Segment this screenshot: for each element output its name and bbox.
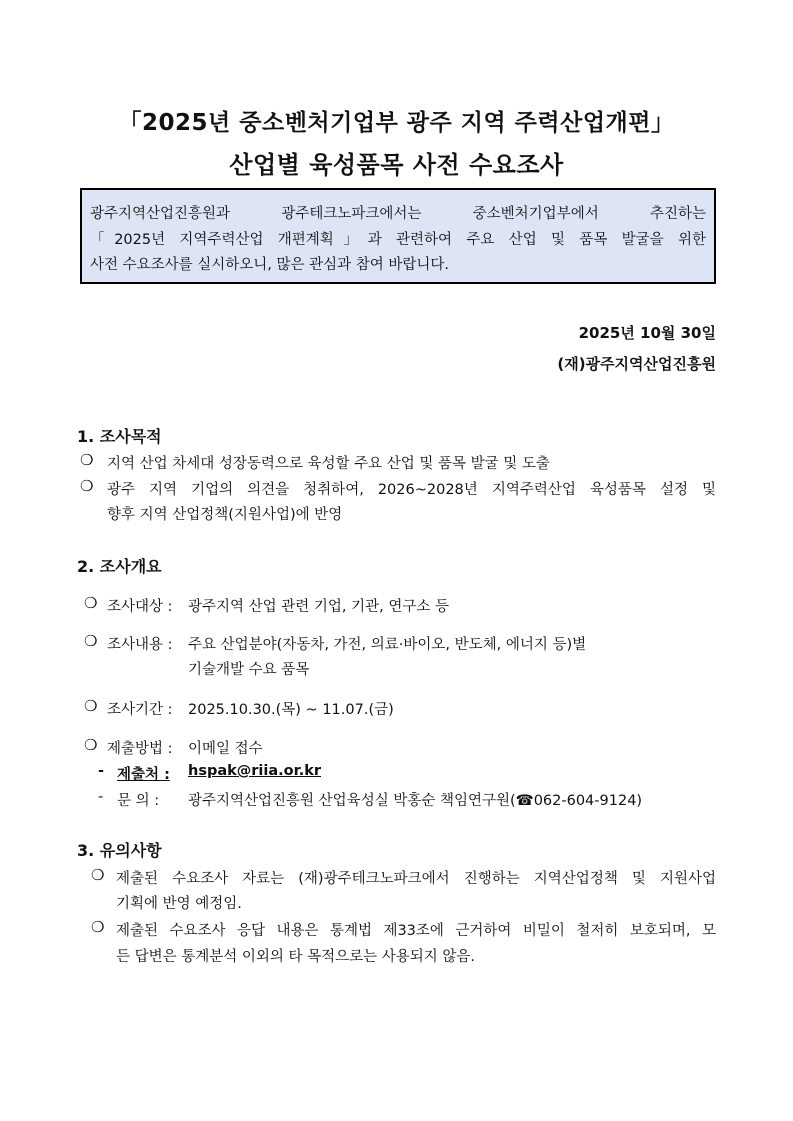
survey-content-value-line2: 기술개발 수요 품목 [188,662,310,678]
section1-item1: 지역 산업 차세대 성장동력으로 육성할 주요 산업 및 품목 발굴 및 도출 [107,456,550,472]
submit-to-label: 제출처 : [117,767,170,783]
issue-date: 2025년 10월 30일 [578,324,716,342]
inquiry-dash: - [98,789,104,805]
inquiry-label: 문 의 : [117,793,160,809]
intro-line2: 「2025년 지역주력산업 개편계획」과 관련하여 주요 산업 및 품목 발굴을 위한 [90,231,706,248]
section3-heading: 3. 유의사항 [77,841,162,860]
intro-line3: 사전 수요조사를 실시하오니, 많은 관심과 참여 바랍니다. [90,257,450,273]
survey-content-label: 조사내용 : [107,637,173,653]
bullet-icon: ❍ [91,866,105,884]
intro-line1: 광주지역산업진흥원과 광주테크노파크에서는 중소벤처기업부에서 추진하는 [90,206,706,222]
issuing-organization: (재)광주지역산업진흥원 [557,355,716,373]
section3-item2-line2: 든 답변은 통계분석 이외의 타 목적으로는 사용되지 않음. [116,949,476,965]
submission-method-label: 제출방법 : [107,741,173,757]
survey-period-value: 2025.10.30.(목) ~ 11.07.(금) [188,702,394,718]
submit-dash: - [98,763,105,779]
bullet-icon: ❍ [80,477,94,495]
document-title-line2: 산업별 육성품목 사전 수요조사 [229,151,564,179]
section2-heading: 2. 조사개요 [77,557,162,576]
bullet-icon: ❍ [84,594,98,612]
section1-item2-line1: 광주 지역 기업의 의견을 청취하여, 2026~2028년 지역주력산업 육성품목 설정 및 [107,482,716,498]
survey-target-value: 광주지역 산업 관련 기업, 기관, 연구소 등 [188,599,449,615]
survey-target-label: 조사대상 : [107,599,173,615]
section1-item2-line2: 향후 지역 산업정책(지원사업)에 반영 [107,507,343,523]
submit-email-link[interactable]: hspak@riia.or.kr [188,763,321,779]
section1-heading: 1. 조사목적 [77,427,162,446]
bullet-icon: ❍ [84,697,98,715]
document-title-line1: 「2025년 중소벤처기업부 광주 지역 주력산업개편」 [118,110,675,136]
section3-item1-line2: 기획에 반영 예정임. [116,896,242,912]
survey-period-label: 조사기간 : [107,702,173,718]
bullet-icon: ❍ [84,736,98,754]
section3-item1-line1: 제출된 수요조사 자료는 (재)광주테크노파크에서 진행하는 지역산업정책 및 지원사업 [116,871,716,887]
inquiry-contact: 광주지역산업진흥원 산업육성실 박홍순 책임연구원(☎062-604-9124) [188,793,643,809]
section3-item2-line1: 제출된 수요조사 응답 내용은 통계법 제33조에 근거하여 비밀이 철저히 보호되며, 모 [116,923,716,939]
intro-box [80,188,716,284]
bullet-icon: ❍ [91,918,105,936]
bullet-icon: ❍ [84,632,98,650]
survey-content-value-line1: 주요 산업분야(자동차, 가전, 의료·바이오, 반도체, 에너지 등)별 [188,637,587,653]
submission-method-value: 이메일 접수 [188,741,263,757]
bullet-icon: ❍ [80,451,94,469]
